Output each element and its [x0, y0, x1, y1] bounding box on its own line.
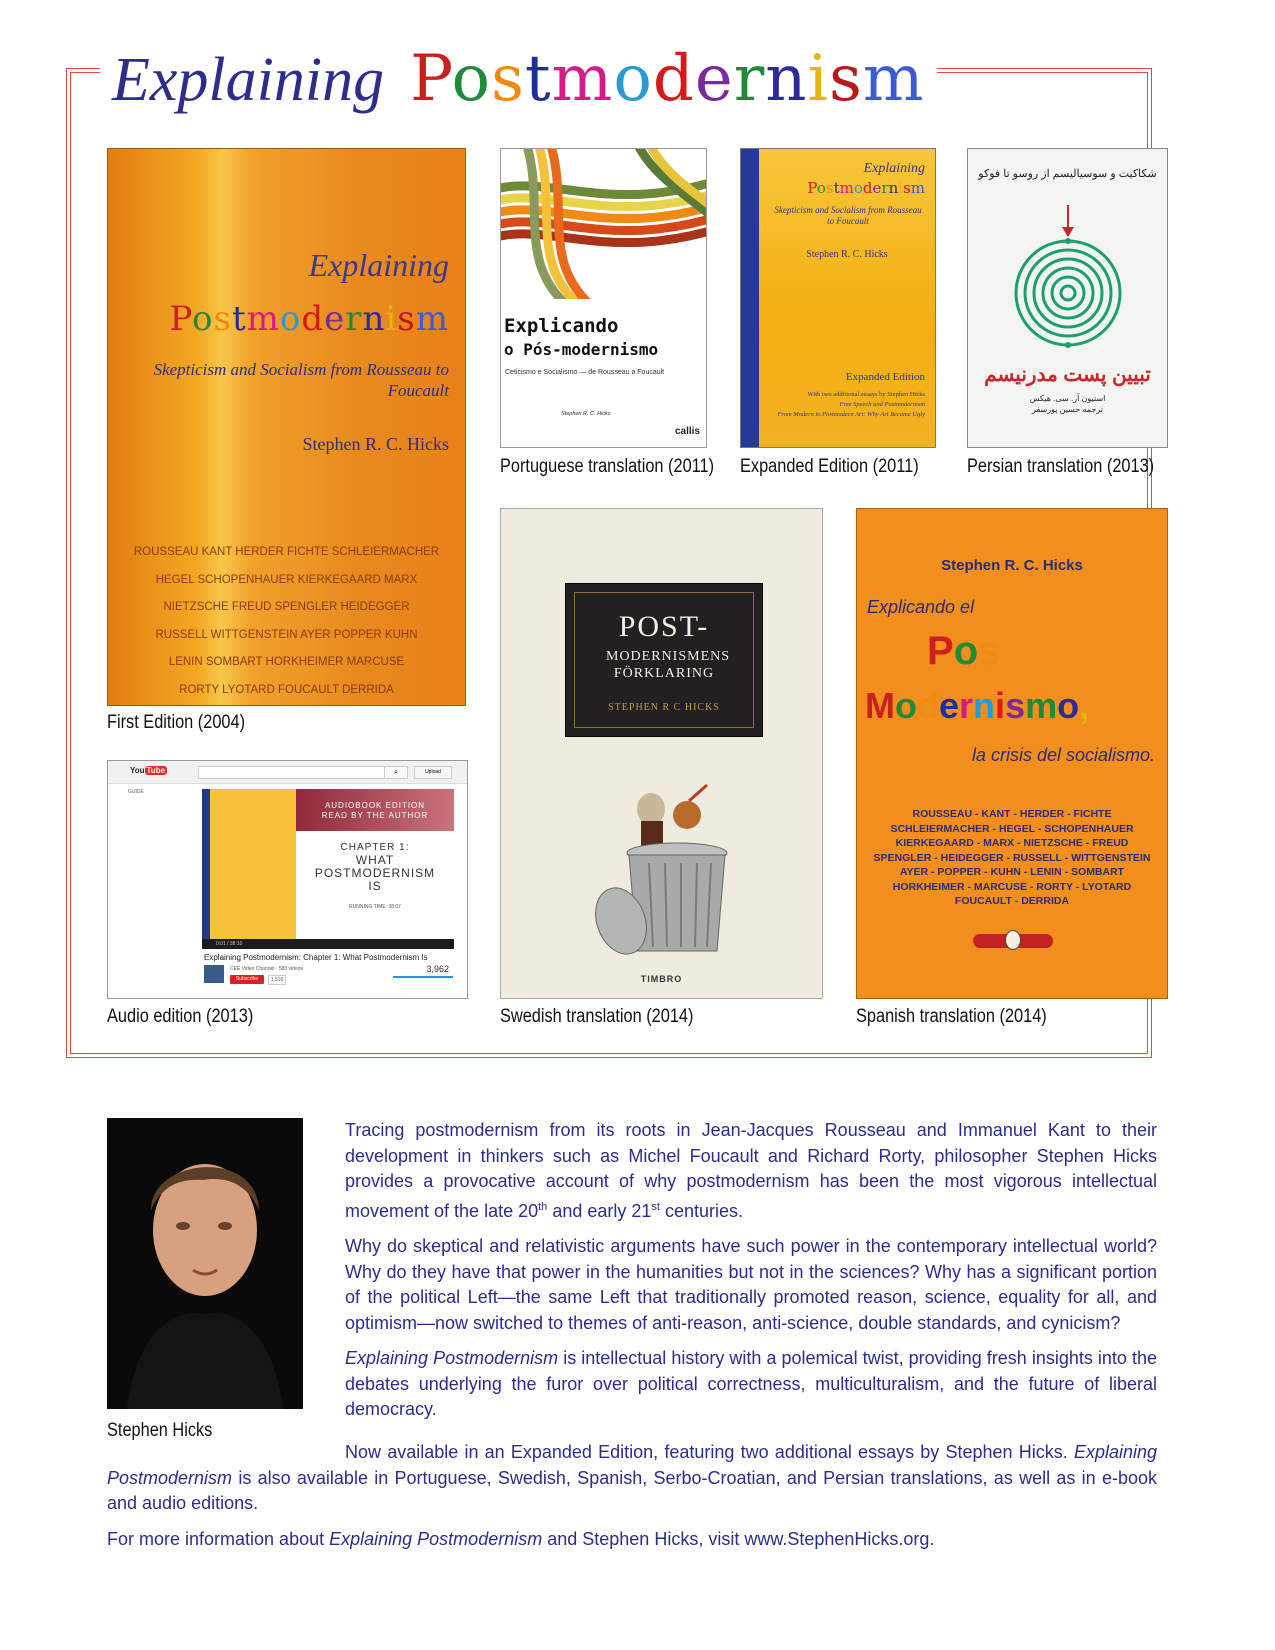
cover-letter: m [1025, 685, 1058, 726]
title-letter: i [807, 42, 829, 116]
portuguese-cover [500, 148, 707, 448]
youtube-logo: You Tube [130, 766, 166, 775]
caption-audio: Audio edition (2013) [107, 1006, 254, 1027]
paragraph-4 [107, 1440, 1157, 1517]
website-link[interactable]: and Stephen Hicks, visit www.StephenHicks.org. [542, 1528, 935, 1549]
banner-line-2: READ BY THE AUTHOR [321, 811, 429, 820]
cover-letter: n [888, 179, 899, 197]
paragraph-1 [345, 1118, 1157, 1224]
title-box [565, 583, 763, 737]
cover-letter: n [362, 299, 386, 339]
text-run: For more information about [107, 1528, 330, 1549]
text-run: and early 21 [547, 1200, 652, 1221]
cover-letter: s [825, 179, 834, 197]
cover-letter: P [169, 299, 193, 339]
author-photo [107, 1118, 303, 1409]
cover-letter: r [881, 179, 889, 197]
paragraph-3 [345, 1346, 1157, 1423]
video-cover-image [202, 789, 296, 939]
text-run: centuries. [659, 1200, 743, 1221]
cover-title: Explaining [308, 247, 449, 283]
cover-names [867, 807, 1157, 909]
cover-letter: P [807, 179, 817, 197]
view-count: 3,962 [426, 964, 449, 974]
cover-letter: o [279, 299, 302, 339]
cover-letter: e [872, 179, 882, 197]
cover-spine-bar [741, 149, 759, 447]
title-letter: d [652, 42, 695, 116]
cover-subtitle: Skepticism and Socialism from Rousseau to Foucault [153, 360, 449, 400]
video-controls: 0:01 / 38:10 [202, 939, 454, 949]
title-letter: o [451, 42, 492, 116]
names-line: KIERKEGAARD - MARX - NIETZSCHE - FREUD [895, 837, 1129, 849]
first-edition-cover [107, 148, 466, 706]
title-letter: e [694, 42, 734, 116]
cover-title-pos [927, 629, 1000, 674]
book-title: Explaining Postmodernism [329, 1528, 543, 1549]
video-banner [296, 789, 454, 831]
description-text [345, 1118, 1157, 1433]
chapter-line: CHAPTER 1: [340, 842, 410, 853]
paragraph-2: Why do skeptical and relativistic arguments have such power in the contemporary intellectual world? Why do they have that power in the humanities but not in the sciences? Why has a significant portion of the political Left—the same Left that traditionally promoted reason, science, equality for all, and optimism—now switched to themes of anti-reason, anti-science, double standards, and cynicism? [345, 1236, 1157, 1333]
cover-title: Explicando el [867, 597, 975, 617]
cover-title: تبیین پست مدرنیسم [984, 364, 1151, 386]
cover-author: Stephen R. C. Hicks [302, 434, 449, 454]
names-line: RORTY LYOTARD FOUCAULT DERRIDA [179, 683, 394, 696]
cover-letter: M [865, 685, 895, 726]
cover-letter: d [862, 179, 873, 197]
cover-letter: s [1005, 685, 1026, 726]
cover-letter: e [324, 299, 346, 339]
cover-edition: Expanded Edition [845, 371, 925, 383]
cover-letter: t [833, 179, 840, 197]
cover-title-2: o Pós-modernismo [504, 340, 659, 359]
cover-letter: s [397, 299, 416, 339]
names-line: HEGEL SCHOPENHAUER KIERKEGAARD MARX [155, 573, 418, 586]
essay-1: Free Speech and Postmodernism [839, 401, 925, 408]
chapter-line: WHAT [355, 853, 395, 867]
caption-persian: Persian translation (2013) [967, 456, 1155, 477]
title-letter: s [828, 42, 863, 116]
cover-title-2: MODERNISMENS FÖRKLARING [606, 649, 731, 681]
like-bar [393, 976, 453, 978]
cover-publisher: TIMBRO [640, 974, 683, 984]
stripes-graphic [500, 148, 707, 299]
cover-letter: e [939, 685, 960, 726]
title-letter: P [410, 42, 452, 116]
cover-publisher: callis [674, 426, 700, 437]
expanded-edition-cover [740, 148, 936, 448]
names-line: HORKHEIMER - MARCUSE - RORTY - LYOTARD [892, 880, 1132, 893]
text-run: is intellectual history with a polemical twist, providing fresh insights into the debates underlying the furor over political correctness, multiculturalism, and the future of liberal democracy. [345, 1348, 1157, 1419]
names-line: ROUSSEAU KANT HERDER FICHTE SCHLEIERMACHER [133, 546, 440, 558]
cover-letter: i [898, 179, 904, 197]
video-player [202, 789, 454, 939]
title-plain: Explaining [112, 46, 385, 114]
chapter-line: POSTMODERNISM [314, 866, 436, 880]
cover-letter: t [231, 299, 247, 339]
subscriber-count: 1,516 [268, 975, 286, 985]
cover-essays [771, 390, 925, 420]
essays-line: With two additional essays by Stephen Hicks [807, 391, 925, 398]
cover-subtitle: la crisis del socialismo. [971, 745, 1155, 765]
cover-author: Stephen R. C. Hicks [561, 411, 611, 417]
book-title: Explaining Postmodernism [107, 1442, 1157, 1488]
title-letter: t [524, 42, 552, 116]
search-icon: ⌕ [384, 766, 408, 779]
banner-line-1: AUDIOBOOK EDITION [324, 801, 426, 810]
title-fancy [410, 42, 924, 116]
cover-letter: , [1079, 685, 1090, 726]
caption-swedish: Swedish translation (2014) [500, 1006, 694, 1027]
cover-title-fancy [807, 179, 925, 197]
spanish-cover [856, 508, 1168, 999]
channel-avatar [204, 965, 224, 983]
cover-author: STEPHEN R C HICKS [608, 702, 720, 713]
essay-2: From Modern to Postmodern Art: Why Art Became Ugly [777, 411, 925, 418]
cover-subtitle: Skepticism and Socialism from Rousseau to Foucault [774, 205, 922, 226]
cover-letter: m [839, 179, 854, 197]
title-letter: s [491, 42, 525, 116]
cover-letter: m [415, 299, 449, 339]
names-line: SCHLEIERMACHER - HEGEL - SCHOPENHAUER [890, 822, 1134, 835]
caption-spanish: Spanish translation (2014) [856, 1006, 1047, 1027]
caption-portuguese: Portuguese translation (2011) [500, 456, 715, 477]
cover-title-modernismo [865, 685, 1089, 727]
names-line: RUSSELL WITTGENSTEIN AYER POPPER KUHN [155, 628, 418, 641]
names-line: AYER - POPPER - KUHN - LENIN - SOMBART [899, 866, 1125, 878]
cover-letter: o [853, 179, 863, 197]
cover-subtitle: Ceticismo e Socialismo — de Rousseau a Foucault [505, 369, 665, 376]
cover-letter: i [995, 685, 1006, 726]
cover-author: Stephen R. C. Hicks [806, 249, 888, 260]
cover-letter: r [959, 685, 974, 726]
cover-letter: o [192, 299, 214, 339]
text-run: Now available in an Expanded Edition, featuring two additional essays by Stephen Hicks. [345, 1442, 1074, 1462]
video-title: Explaining Postmodernism: Chapter 1: What Postmodernism Is [204, 953, 428, 962]
cover-letter: o [895, 685, 917, 726]
subscribe-button: Subscribe [230, 975, 264, 984]
cover-title: POST- [618, 610, 710, 643]
cover-letter: o [816, 179, 826, 197]
cover-title: Explicando [504, 315, 619, 337]
author-line: استیون آر. سی. هیکس [1029, 394, 1106, 403]
names-line: NIETZSCHE FREUD SPENGLER HEIDEGGER [163, 601, 410, 613]
names-line: ROUSSEAU - KANT - HERDER - FICHTE [912, 808, 1112, 820]
translator-line: ترجمه حسین پورسفر [1032, 405, 1103, 414]
cover-letter: o [1057, 685, 1080, 726]
persian-cover [967, 148, 1168, 448]
availability-text [107, 1440, 1157, 1562]
caption-first-edition: First Edition (2004) [107, 712, 246, 733]
cover-author: Stephen R. C. Hicks [941, 557, 1083, 574]
cover-letter: n [973, 685, 996, 726]
title-letter: o [613, 42, 653, 116]
text-run: is also available in Portuguese, Swedish, Spanish, Serbo-Croatian, and Persian translations, as well as in e-book and audio editions. [107, 1467, 1157, 1513]
names-line: FOUCAULT - DERRIDA [954, 895, 1070, 907]
book-title: Explaining Postmodernism [345, 1348, 559, 1368]
cover-letter: m [246, 299, 280, 339]
names-line: SPENGLER - HEIDEGGER - RUSSELL - WITTGENSTEIN [873, 851, 1151, 864]
cover-title-fancy [170, 299, 449, 339]
guide-menu: GUIDE [128, 789, 144, 795]
running-time: RUNNING TIME: 38:07 [349, 904, 401, 910]
author-photo-caption: Stephen Hicks [107, 1420, 213, 1441]
cover-letter: s [903, 179, 911, 197]
superscript: st [651, 1200, 660, 1213]
superscript: th [538, 1200, 548, 1213]
title-letter: n [765, 42, 808, 116]
upload-button: Upload [414, 766, 452, 779]
chapter-line: IS [368, 879, 382, 893]
chapter-title [296, 841, 454, 893]
audio-edition-screenshot [107, 760, 468, 999]
cover-title: Explaining [863, 161, 925, 176]
cover-letter: o [953, 629, 979, 673]
cover-names [118, 539, 455, 704]
caption-expanded: Expanded Edition (2011) [740, 456, 919, 477]
cover-subtitle: شکاکیت و سوسیالیسم از روسو تا فوکو [978, 168, 1157, 180]
publisher-logo [973, 934, 1053, 948]
paragraph-5 [107, 1527, 1157, 1553]
title-letter: m [862, 42, 925, 116]
names-line: LENIN SOMBART HORKHEIMER MARCUSE [168, 656, 405, 668]
text-run: Tracing postmodernism from its roots in Jean-Jacques Rousseau and Immanuel Kant to their development in thinkers such as Michel Foucault and Richard Rorty, philosopher Stephen Hicks provides a provocative account of why postmodernism has been the most vigorous intellectual movement of the late 20 [345, 1120, 1157, 1221]
cover-letter: P [927, 629, 954, 673]
cover-letter: s [978, 629, 1001, 673]
cover-letter: d [917, 685, 939, 726]
title-letter: r [733, 42, 766, 116]
search-input [198, 766, 386, 779]
cover-letter: i [385, 299, 398, 339]
trash-can-graphic [589, 771, 739, 961]
cover-letter: r [345, 299, 363, 339]
page-title [100, 42, 937, 122]
spiral-graphic [1006, 205, 1130, 355]
title-letter: m [551, 42, 614, 116]
cover-letter: s [213, 299, 232, 339]
channel-name: CEE Video Channel · 583 videos [230, 966, 304, 972]
cover-letter: m [910, 179, 925, 197]
cover-letter: d [301, 299, 325, 339]
swedish-cover [500, 508, 823, 999]
cover-author [978, 393, 1157, 415]
